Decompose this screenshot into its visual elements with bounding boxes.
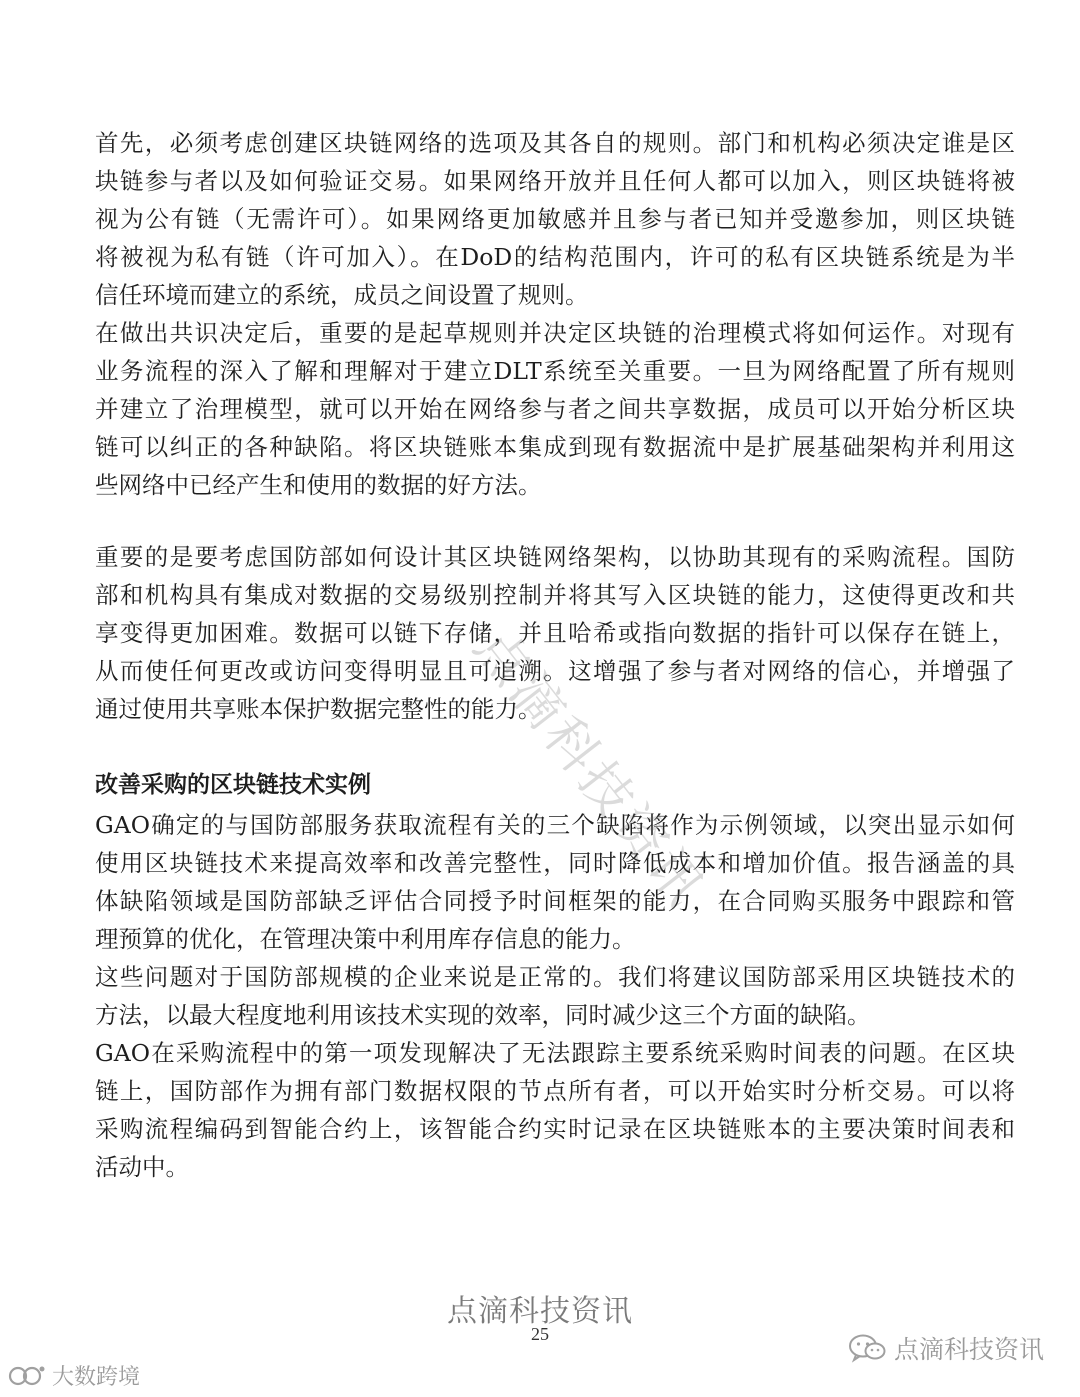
wechat-watermark xyxy=(848,1330,1044,1366)
text-line: 采购流程编码到智能合约上，该智能合约实时记录在区块链账本的主要决策时间表和 xyxy=(95,1115,1015,1143)
text-line: 将被视为私有链（许可加入）。在DoD的结构范围内，许可的私有区块链系统是为半 xyxy=(95,243,1015,271)
text-line: 体缺陷领域是国防部缺乏评估合同授予时间框架的能力，在合同购买服务中跟踪和管 xyxy=(95,887,1015,915)
paragraph-4 xyxy=(95,806,1015,958)
text-line: 享变得更加困难。数据可以链下存储，并且哈希或指向数据的指针可以保存在链上， xyxy=(95,619,1015,647)
paragraph-2 xyxy=(95,314,1015,504)
text-line: GAO确定的与国防部服务获取流程有关的三个缺陷将作为示例领域，以突出显示如何 xyxy=(95,811,1015,839)
text-line: 业务流程的深入了解和理解对于建立DLT系统至关重要。一旦为网络配置了所有规则 xyxy=(95,357,1015,385)
text-line: 并建立了治理模型，就可以开始在网络参与者之间共享数据，成员可以开始分析区块 xyxy=(95,395,1015,423)
text-line: 链上，国防部作为拥有部门数据权限的节点所有者，可以开始实时分析交易。可以将 xyxy=(95,1077,1015,1105)
wechat-watermark-text: 点滴科技资讯 xyxy=(893,1335,1044,1364)
text-line: GAO在采购流程中的第一项发现解决了无法跟踪主要系统采购时间表的问题。在区块 xyxy=(95,1039,1015,1067)
section-heading: 改善采购的区块链技术实例 xyxy=(95,771,371,798)
text-line: 重要的是要考虑国防部如何设计其区块链网络架构，以协助其现有的采购流程。国防 xyxy=(95,543,1015,571)
corner-watermark-text: 大数跨境 xyxy=(52,1365,141,1390)
text-line: 块链参与者以及如何验证交易。如果网络开放并且任何人都可以加入，则区块链将被 xyxy=(95,167,1015,195)
paragraph-6 xyxy=(95,1034,1015,1186)
text-line: 些网络中已经产生和使用的数据的好方法。 xyxy=(95,471,542,499)
paragraph-5 xyxy=(95,958,1015,1034)
text-line: 这些问题对于国防部规模的企业来说是正常的。我们将建议国防部采用区块链技术的 xyxy=(95,963,1015,991)
paragraph-1 xyxy=(95,124,1015,314)
text-line: 从而使任何更改或访问变得明显且可追溯。这增强了参与者对网络的信心，并增强了 xyxy=(95,657,1015,685)
text-line: 理预算的优化，在管理决策中利用库存信息的能力。 xyxy=(95,925,636,953)
text-line: 通过使用共享账本保护数据完整性的能力。 xyxy=(95,695,542,723)
text-line: 在做出共识决定后，重要的是起草规则并决定区块链的治理模式将如何运作。对现有 xyxy=(95,319,1015,347)
text-line: 活动中。 xyxy=(95,1153,189,1181)
footer-brand: 点滴科技资讯 xyxy=(447,1294,633,1329)
page-number: 25 xyxy=(531,1324,549,1344)
text-line: 使用区块链技术来提高效率和改善完整性，同时降低成本和增加价值。报告涵盖的具 xyxy=(95,849,1015,877)
text-line: 视为公有链（无需许可）。如果网络更加敏感并且参与者已知并受邀参加，则区块链 xyxy=(95,205,1015,233)
text-line: 首先，必须考虑创建区块链网络的选项及其各自的规则。部门和机构必须决定谁是区 xyxy=(95,129,1015,157)
logo-icon xyxy=(8,1363,46,1389)
text-line: 部和机构具有集成对数据的交易级别控制并将其写入区块链的能力，这使得更改和共 xyxy=(95,581,1015,609)
diagonal-watermark: 点滴科技资讯 xyxy=(462,618,717,920)
text-line: 方法，以最大程度地利用该技术实现的效率，同时减少这三个方面的缺陷。 xyxy=(95,1001,871,1029)
text-line: 链可以纠正的各种缺陷。将区块链账本集成到现有数据流中是扩展基础架构并利用这 xyxy=(95,433,1015,461)
wechat-icon xyxy=(848,1333,886,1363)
text-line: 信任环境而建立的系统，成员之间设置了规则。 xyxy=(95,281,589,309)
corner-watermark xyxy=(8,1360,140,1391)
